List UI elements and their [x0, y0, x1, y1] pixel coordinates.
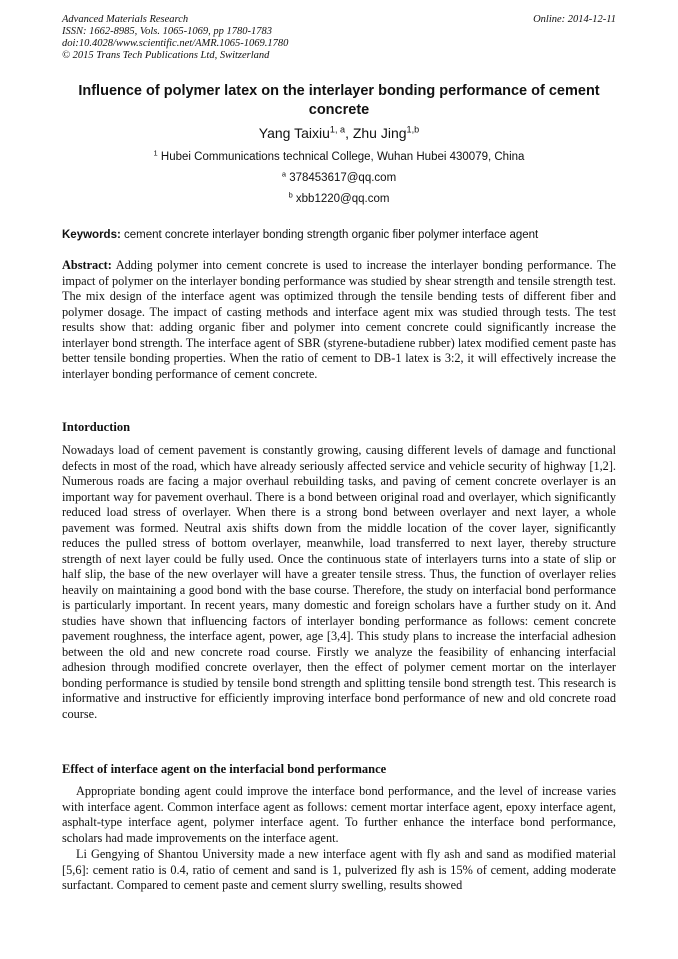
body-paragraph: Li Gengying of Shantou University made a new interface agent with fly ash and sand as modified material [5,6]: cement ratio is 0.4, ratio of cement and sand is 1, pulverized fly ash is 15% of cement, adding moderate surfactant. Compared to cement paste and cement slurry swelling, results showed: [62, 847, 616, 892]
online-date: Online: 2014-12-11: [533, 14, 616, 25]
keywords: [62, 228, 616, 242]
keywords-text: cement concrete interlayer bonding strength organic fiber polymer interface agent: [120, 229, 539, 241]
affiliation-text: Hubei Communications technical College, Wuhan Hubei 430079, China: [157, 151, 525, 163]
email-line[interactable]: [62, 192, 616, 206]
body-paragraph: Appropriate bonding agent could improve the interface bond performance, and the level of increase varies with interface agent. Common interface agent as follows: cement mortar interface agent, epoxy interface agent, asphalt-type interface agent, polymer interface agent. To further enhance the interface bond performance, scholars had made improvements on the interface agent.: [62, 784, 616, 845]
email-line[interactable]: [62, 171, 616, 185]
email-mark: a: [281, 169, 286, 179]
abstract-text: Adding polymer into cement concrete is used to increase the interlayer bonding performance. The impact of polymer on the interlayer bonding performance was studied by shear strength and tensile strength test. The mix design of the interface agent was optimized through the tensile bending tests of different fiber and polymer dosage. The impact of casting methods and interface agent mix was studied through tests. The test results show that: adding organic fiber and polymer into cement concrete could significantly increase the interlayer bond strength. The interface agent of SBR (styrene-butadiene rubber) latex modified cement paste has better tensile bonding properties. When the ratio of cement to DB-1 latex is 3:2, it will effectively increase the interlayer bonding performance of cement concrete.: [62, 258, 616, 381]
author-name: Yang Taixiu: [258, 125, 330, 141]
section-heading: Intorduction: [62, 420, 131, 434]
affiliation-mark: 1: [153, 148, 158, 158]
email-mark: b: [288, 190, 293, 200]
affiliation: [62, 150, 616, 164]
abstract-label: Abstract:: [62, 258, 112, 272]
author-line: [62, 124, 616, 142]
body-paragraph: Nowadays load of cement pavement is constantly growing, causing different levels of damage and functional defects in most of the road, which have already seriously affected service and vehicle security of highway [1,2]. Numerous roads are facing a major overhaul rebuilding tasks, and paving of cement concrete overlayer is an important way for pavement overhaul. There is a bond between original road and overlayer, which significantly reduced load stress of overlayer. When there is a strong bond between overlayer and next layer, a whole pavement was formed. Neutral axis shifts down from the middle location of the cover layer, significantly reduces the pulled stress of bottom overlayer, meanwhile, load transferred to next layer, thereby structure strength of next layer could be fully used. Once the continuous state of interlayers turns into a state of slip or half slip, the base of the new overlayer will have a greater tensile stress. Thus, the function of overlayer relies heavily on maintaining a good bond with the base course. Therefore, the study on interfacial bond performance is particularly important. In recent years, many domestic and foreign scholars have a further study on it. And studies have shown that influencing factors of interlayer bonding performance as follows: cement concrete pavement roughness, the interface agent, power, age [3,4]. This study plans to increase the interfacial adhesion between the old and new concrete road course. Firstly we analyze the feasibility of enhancing interfacial adhesion through modified concrete overlayer, then the effect of polymer cement mortar on the interlayer bonding performance is studied by tensile bond strength and splitting tensile bond strength test. This research is informative and instructive for efficiently improving interface bond performance of new and old concrete road course.: [62, 443, 616, 721]
section-heading: Effect of interface agent on the interfacial bond performance: [62, 762, 387, 776]
journal-name: Advanced Materials Research: [62, 14, 189, 25]
issn-line: ISSN: 1662-8985, Vols. 1065-1069, pp 1780-1783: [62, 26, 272, 37]
copyright-line: © 2015 Trans Tech Publications Ltd, Switzerland: [62, 50, 270, 61]
doi-line: doi:10.4028/www.scientific.net/AMR.1065-1069.1780: [62, 38, 289, 49]
keywords-label: Keywords:: [62, 229, 121, 241]
email-address[interactable]: 378453617@qq.com: [286, 172, 397, 184]
author-affiliation-mark: 1, a: [329, 124, 346, 135]
author-affiliation-mark: 1,b: [406, 124, 420, 135]
journal-header: [62, 14, 616, 62]
author-separator: ,: [345, 125, 353, 141]
email-address[interactable]: xbb1220@qq.com: [292, 193, 390, 205]
abstract: [62, 258, 616, 382]
paper-title: Influence of polymer latex on the interlayer bonding performance of cement concrete: [78, 83, 600, 118]
author-name: Zhu Jing: [352, 125, 407, 141]
